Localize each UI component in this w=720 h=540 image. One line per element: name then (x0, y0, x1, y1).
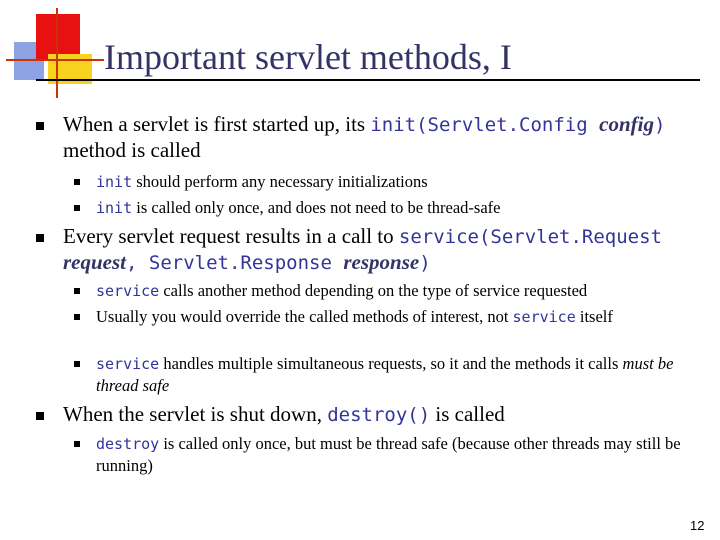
slide-title: Important servlet methods, I (104, 37, 512, 77)
bullet-item-destroy: When the servlet is shut down, destroy() is called (63, 402, 505, 426)
sub-item-override: Usually you would override the called methods of interest, not service itself (96, 307, 613, 326)
bullet-icon (36, 122, 44, 130)
bullet-icon (36, 412, 44, 420)
sub-bullet-icon (74, 205, 80, 211)
title-divider (36, 79, 700, 81)
sub-bullet-icon (74, 288, 80, 294)
page-number: 12 (690, 518, 705, 533)
bullet-item-init: When a servlet is first started up, its init(Servlet.Config config) method is called (63, 112, 666, 162)
sub-item-init-once: init is called only once, and does not need to be thread-safe (96, 198, 501, 217)
sub-item-destroy-once: destroy is called only once, but must be thread safe (because other threads may still be running) (96, 434, 681, 475)
bullet-item-service: Every servlet request results in a call to service(Servlet.Request request, Servlet.Response response) (63, 224, 662, 274)
sub-item-thread-safe: service handles multiple simultaneous requests, so it and the methods it calls must be thread safe (96, 354, 674, 395)
sub-item-init-initializations: init should perform any necessary initializations (96, 172, 428, 191)
sub-bullet-icon (74, 361, 80, 367)
slide-logo (0, 0, 110, 100)
sub-bullet-icon (74, 441, 80, 447)
sub-bullet-icon (74, 314, 80, 320)
sub-bullet-icon (74, 179, 80, 185)
sub-item-service-dispatch: service calls another method depending on the type of service requested (96, 281, 588, 300)
bullet-icon (36, 234, 44, 242)
